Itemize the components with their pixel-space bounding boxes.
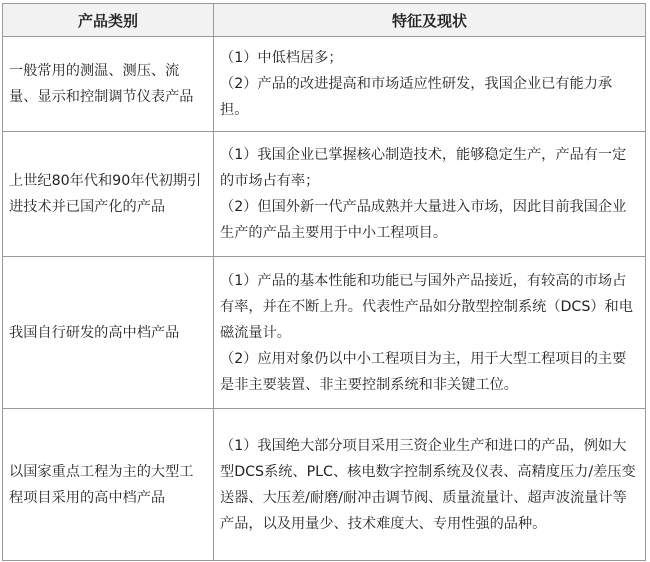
feature-item: （2）但国外新一代产品成熟并大量进入市场，因此目前我国企业生产的产品主要用于中小工程项目。 <box>220 199 627 241</box>
category-cell: 我国自行研发的高中档产品 <box>3 257 214 409</box>
feature-item: （1）中低档居多； <box>220 50 343 66</box>
table-header-row <box>3 4 646 37</box>
features-cell <box>214 409 646 561</box>
feature-item: （2）应用对象仍以中小工程项目为主，用于大型工程项目的主要是非主要装置、非主要控制系统和非关键工位。 <box>220 350 627 393</box>
category-cell: 一般常用的测温、测压、流量、显示和控制调节仪表产品 <box>3 37 214 132</box>
feature-item: （2）产品的改进提高和市场适应性研发，我国企业已有能力承担。 <box>220 76 613 118</box>
table-row <box>3 132 646 257</box>
feature-item: （1）我国绝大部分项目采用三资企业生产和进口的产品，例如大型DCS系统、PLC、核电数字控制系统及仪表、高精度压力/差压变送器、大压差/耐磨/耐冲击调节阀、质量流量计、超声波流量计等产品，以及用量少、技术难度大、专用性强的品种。 <box>220 437 636 532</box>
table-row <box>3 37 646 132</box>
column-header-category: 产品类别 <box>3 4 214 37</box>
product-table <box>2 3 646 561</box>
category-cell: 以国家重点工程为主的大型工程项目采用的高中档产品 <box>3 409 214 561</box>
feature-item: （1）我国企业已掌握核心制造技术，能够稳定生产，产品有一定的市场占有率； <box>220 147 627 189</box>
features-cell <box>214 257 646 409</box>
table-row <box>3 409 646 561</box>
table-row <box>3 257 646 409</box>
category-cell: 上世纪80年代和90年代初期引进技术并已国产化的产品 <box>3 132 214 257</box>
column-header-features: 特征及现状 <box>214 4 646 37</box>
feature-item: （1）产品的基本性能和功能已与国外产品接近，有较高的市场占有率，并在不断上升。代表性产品如分散型控制系统（DCS）和电磁流量计。 <box>220 272 633 341</box>
features-cell <box>214 37 646 132</box>
features-cell <box>214 132 646 257</box>
